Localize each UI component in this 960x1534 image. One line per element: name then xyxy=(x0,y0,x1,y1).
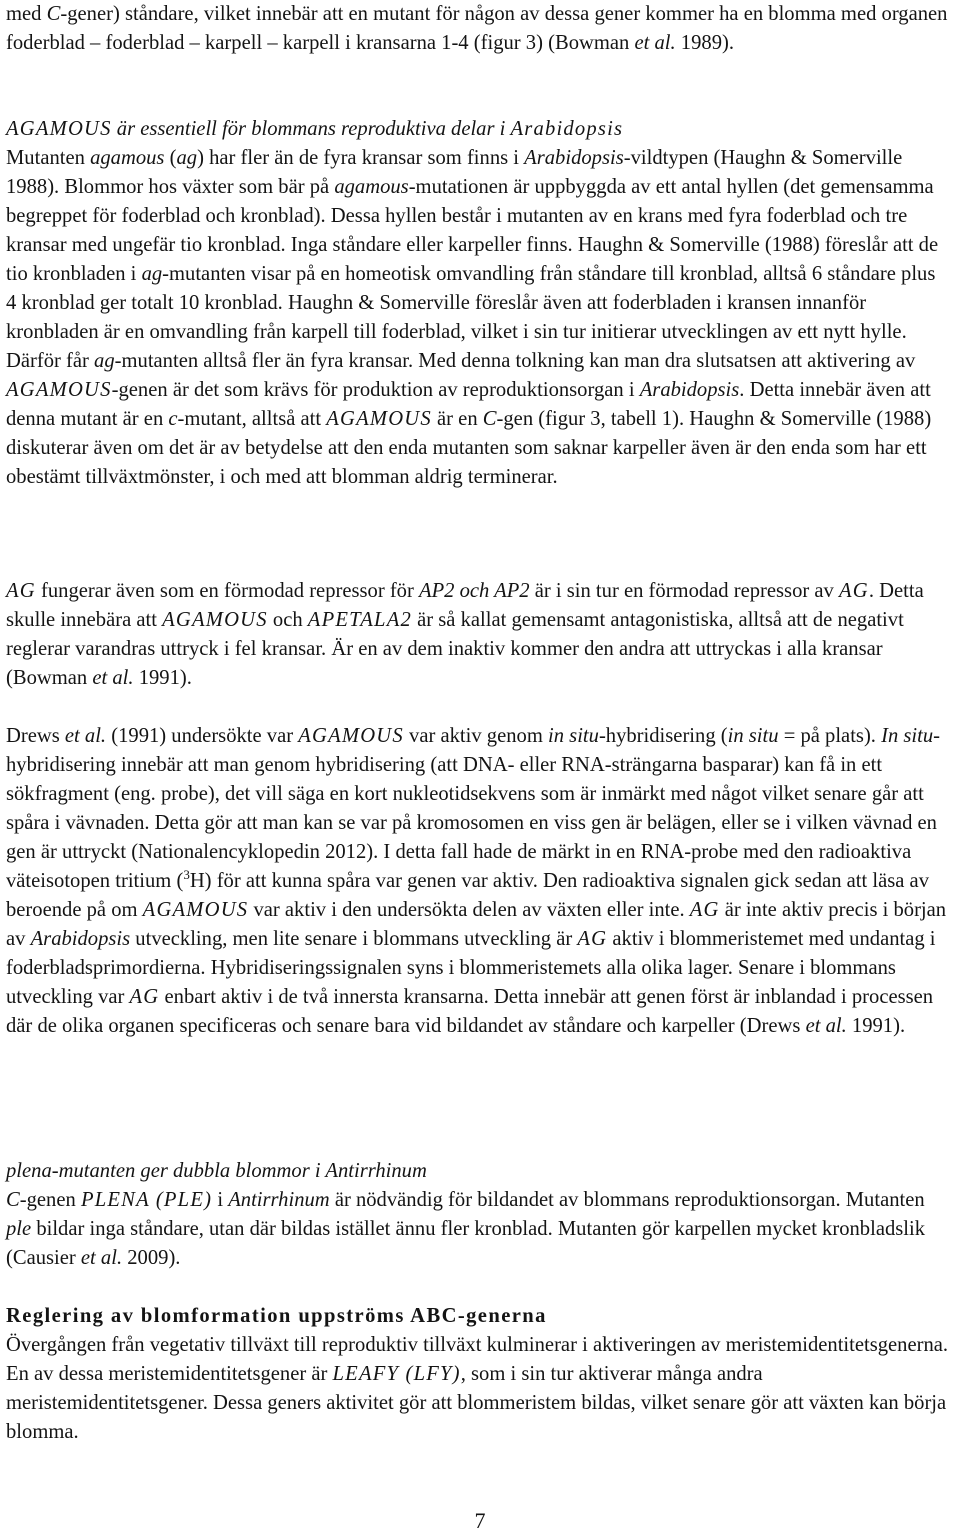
italic-run: AGAMOUS xyxy=(6,379,112,401)
text-run: -genen xyxy=(19,1189,81,1211)
text-run: och xyxy=(267,609,308,631)
paragraph-plena xyxy=(6,1186,950,1273)
italic-run: AG xyxy=(129,986,160,1008)
italic-run: et al. xyxy=(805,1015,847,1037)
italic-run: c xyxy=(168,408,178,430)
text-run: 1991). xyxy=(133,667,192,689)
text-run: i xyxy=(212,1189,229,1211)
italic-run: et al. xyxy=(92,667,134,689)
text-run: . Detta skulle innebära att xyxy=(6,580,924,631)
italic-run: agamous xyxy=(90,147,165,169)
italic-run: Arabidopsis xyxy=(639,379,740,401)
italic-run: ag xyxy=(176,147,198,169)
text-run: bildar inga ståndare, utan där bildas istället ännu fler kronblad. Mutanten gör karpellen mycket kronbladslik (Causier xyxy=(6,1218,926,1269)
italic-run: plena xyxy=(6,1160,52,1182)
text-run: enbart aktiv i de två innersta kransarna. Detta innebär att genen först är inblandad i processen där de olika organen specificeras och senare bara vid bildandet av ståndare och karpeller (Drews xyxy=(6,986,934,1037)
italic-run: C xyxy=(46,3,61,25)
text-run: Drews xyxy=(6,725,65,747)
text-run: 1991). xyxy=(846,1015,906,1037)
text-run: utveckling, men lite senare i blommans utveckling är xyxy=(130,928,578,950)
text-run: -hybridisering ( xyxy=(598,725,728,747)
text-run: -vildtypen (Haughn & Somerville 1988). Blommor hos växter som bär på xyxy=(6,147,903,198)
text-run: ( xyxy=(164,147,177,169)
text-run: var aktiv genom xyxy=(403,725,549,747)
paragraph-reglering xyxy=(6,1331,950,1447)
italic-run: AP2 och AP2 xyxy=(419,580,530,602)
italic-run: AGAMOUS xyxy=(6,118,112,140)
italic-run: in situ xyxy=(727,725,779,747)
page-number: 7 xyxy=(474,1508,486,1533)
text-run: är inte aktiv precis i början av xyxy=(6,899,947,950)
text-run: aktiv i blommeristemet med undantag i foderbladsprimordierna. Hybridiseringssignalen syns i blommeristemets alla olika lager. Senare i blommans utveckling var xyxy=(6,928,936,1008)
text-run: -hybridisering innebär att man genom hybridisering (att DNA- eller RNA-strängarna basparar) kan få in ett sökfragment (eng. probe), det vill säga en kort nukleotidsekvens som är inmärkt med något vilket senare går att spåra i vävnaden. Detta gör att man kan se var på kromosomen en viss gen är belägen, eller se i vilken vävnad en gen är uttryckt (Nationalencyklopedin 2012). I detta fall hade de märkt in en RNA-probe med den radioaktiva väteisotopen tritium ( xyxy=(6,725,941,892)
text-run: fungerar även som en förmodad repressor för xyxy=(35,580,419,602)
text-run: är nödvändig för bildandet av blommans reproduktionsorgan. Mutanten xyxy=(329,1189,925,1211)
italic-run: AG xyxy=(689,899,720,921)
italic-run: C xyxy=(6,1189,20,1211)
italic-run: Antirrhinum xyxy=(228,1189,330,1211)
italic-run: APETALA2 xyxy=(307,609,412,631)
text-run: är i sin tur en förmodad repressor av xyxy=(529,580,839,602)
text-run: -mutanten visar på en homeotisk omvandling från ståndare till kronblad, alltså 6 ståndare plus 4 kronblad ger totalt 10 kronblad. Haughn & Somerville föreslår även att foderbladen i kransen innanför kronbladen är en omvandling från karpell till foderblad, vilket i sin tur initierar utvecklingen av ett nytt hylle. Därför får xyxy=(6,263,936,372)
italic-run: in situ xyxy=(548,725,599,747)
italic-run: Antirrhinum xyxy=(325,1160,427,1182)
italic-run: AGAMOUS xyxy=(326,408,432,430)
text-run: är en xyxy=(431,408,483,430)
italic-run: -mutanten ger dubbla blommor i xyxy=(51,1160,326,1182)
italic-run: C xyxy=(482,408,497,430)
text-run: (1991) undersökte var xyxy=(106,725,299,747)
paragraph-agamous xyxy=(6,144,950,492)
italic-run: AGAMOUS xyxy=(162,609,268,631)
text-run: Mutanten xyxy=(6,147,91,169)
text-run: 2009). xyxy=(122,1247,181,1269)
text-run: -mutationen är uppbyggda av ett antal hyllen (det gemensamma begreppet för foderblad och kronblad). Dessa hyllen består i mutanten av en krans med fyra foderblad och tre kransar med ungefär tio kronblad. Inga ståndare eller karpeller finns. Haughn & Somerville (1988) föreslår att de tio kronbladen i xyxy=(6,176,939,285)
superscript: 3 xyxy=(183,867,190,883)
text-run: , som i sin tur aktiverar många andra meristemidentitetsgener. Dessa geners aktivitet gör att blommeristem bildas, vilket senare gör att växten kan börja blomma. xyxy=(6,1363,947,1443)
text-run: -genen är det som krävs för produktion av reproduktionsorgan i xyxy=(111,379,640,401)
text-run: med xyxy=(6,3,47,25)
italic-run: AGAMOUS xyxy=(142,899,249,921)
paragraph-ag-repressor xyxy=(6,577,950,693)
italic-run: AG xyxy=(838,580,869,602)
paragraph-intro xyxy=(6,0,950,58)
heading-reglering: Reglering av blomformation uppströms ABC-generna xyxy=(6,1305,547,1327)
italic-run: AG xyxy=(6,580,36,602)
italic-run: AGAMOUS xyxy=(298,725,404,747)
text-run: ) har fler än de fyra kransar som finns i xyxy=(197,147,525,169)
text-run: var aktiv i den undersökta delen av växten eller inte. xyxy=(248,899,690,921)
italic-run: ple xyxy=(6,1218,32,1240)
italic-run: et al. xyxy=(64,725,107,747)
italic-run: et al. xyxy=(634,32,676,54)
italic-run: LEAFY (LFY) xyxy=(332,1363,461,1385)
text-run: är så kallat gemensamt antagonistiska, alltså att de negativt reglerar varandras uttryck i fel kransar. Är en av dem inaktiv kommer den andra att uttryckas i alla kransar (Bowman xyxy=(6,609,904,689)
italic-run: agamous xyxy=(334,176,409,198)
italic-run: Arabidopsis xyxy=(510,118,624,140)
text-run: 1989). xyxy=(675,32,734,54)
paragraph-drews xyxy=(6,722,950,1041)
italic-run: Arabidopsis xyxy=(524,147,624,169)
italic-run: AG xyxy=(577,928,608,950)
text-run: -gen (figur 3, tabell 1). Haughn & Somerville (1988) diskuterar även om det är av betydelse att den enda mutanten som saknar karpeller även är den enda som har ett obestämt tillväxtmönster, i och med att blomman aldrig terminerar. xyxy=(6,408,932,488)
text-run: H) för att kunna spåra var genen var aktiv. Den radioaktiva signalen gick sedan att läsa av beroende på om xyxy=(6,870,929,921)
text-run: Övergången från vegetativ tillväxt till reproduktiv tillväxt kulminerar i aktiveringen av meristemidentitetsgenerna. En av dessa meristemidentitetsgener är xyxy=(6,1334,949,1385)
text-run: = på plats). xyxy=(778,725,882,747)
heading-agamous xyxy=(6,115,623,144)
text-run: . Detta innebär även att denna mutant är en xyxy=(6,379,931,430)
text-run: -gener) ståndare, vilket innebär att en mutant för någon av dessa gener kommer ha en blomma med organen foderblad – foderblad – karpell – karpell i kransarna 1-4 (figur 3) (Bowman xyxy=(6,3,948,54)
heading-plena xyxy=(6,1157,427,1186)
italic-run: In situ xyxy=(881,725,934,747)
text-run: -mutanten alltså fler än fyra kransar. Med denna tolkning kan man dra slutsatsen att aktivering av xyxy=(114,350,916,372)
italic-run: ag xyxy=(94,350,115,372)
italic-run: et al. xyxy=(80,1247,123,1269)
italic-run: Arabidopsis xyxy=(30,928,131,950)
text-run: -mutant, alltså att xyxy=(177,408,327,430)
italic-run: är essentiell för blommans reproduktiva delar i xyxy=(111,118,511,140)
italic-run: PLENA (PLE) xyxy=(80,1189,213,1211)
italic-run: ag xyxy=(141,263,163,285)
